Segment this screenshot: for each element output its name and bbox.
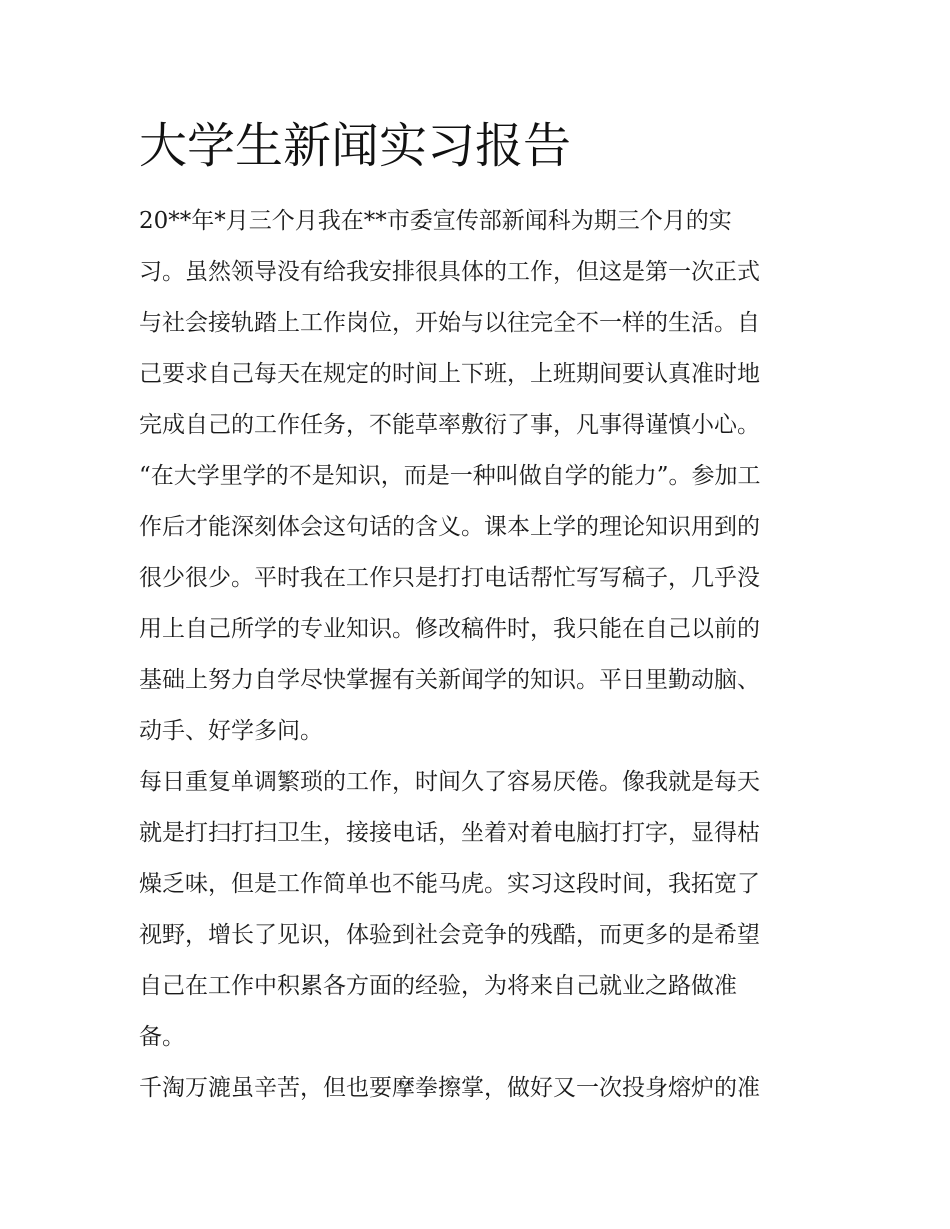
text-line: 己要求自己每天在规定的时间上下班，上班期间要认真准时地 <box>139 361 760 387</box>
text-line: 与社会接轨踏上工作岗位，开始与以往完全不一样的生活。自 <box>139 310 760 336</box>
text-line: 每日重复单调繁琐的工作，时间久了容易厌倦。像我就是每天 <box>139 769 760 795</box>
page-title: 大学生新闻实习报告 <box>139 118 572 174</box>
text-line: 千淘万漉虽辛苦，但也要摩拳擦掌，做好又一次投身熔炉的准 <box>139 1075 760 1101</box>
text-line: 备。 <box>139 1024 185 1050</box>
text-line: 用上自己所学的专业知识。修改稿件时，我只能在自己以前的 <box>139 616 760 642</box>
text-line: 自己在工作中积累各方面的经验，为将来自己就业之路做准 <box>139 973 737 999</box>
text-line: 基础上努力自学尽快掌握有关新闻学的知识。平日里勤动脑、 <box>139 667 760 693</box>
text-line: 很少很少。平时我在工作只是打打电话帮忙写写稿子，几乎没 <box>139 565 760 591</box>
text-line: 动手、好学多问。 <box>139 718 323 744</box>
text-line: “在大学里学的不是知识，而是一种叫做自学的能力”。参加工 <box>139 463 761 489</box>
text-line: 视野，增长了见识，体验到社会竞争的残酷，而更多的是希望 <box>139 922 760 948</box>
text-line: 习。虽然领导没有给我安排很具体的工作，但这是第一次正式 <box>139 259 760 285</box>
text-line: 完成自己的工作任务，不能草率敷衍了事，凡事得谨慎小心。 <box>139 412 760 438</box>
text-line: 燥乏味，但是工作简单也不能马虎。实习这段时间，我拓宽了 <box>139 871 760 897</box>
text-line: 20**年*月三个月我在**市委宣传部新闻科为期三个月的实 <box>139 208 732 234</box>
text-line: 作后才能深刻体会这句话的含义。课本上学的理论知识用到的 <box>139 514 760 540</box>
text-line: 就是打扫打扫卫生，接接电话，坐着对着电脑打打字，显得枯 <box>139 820 760 846</box>
